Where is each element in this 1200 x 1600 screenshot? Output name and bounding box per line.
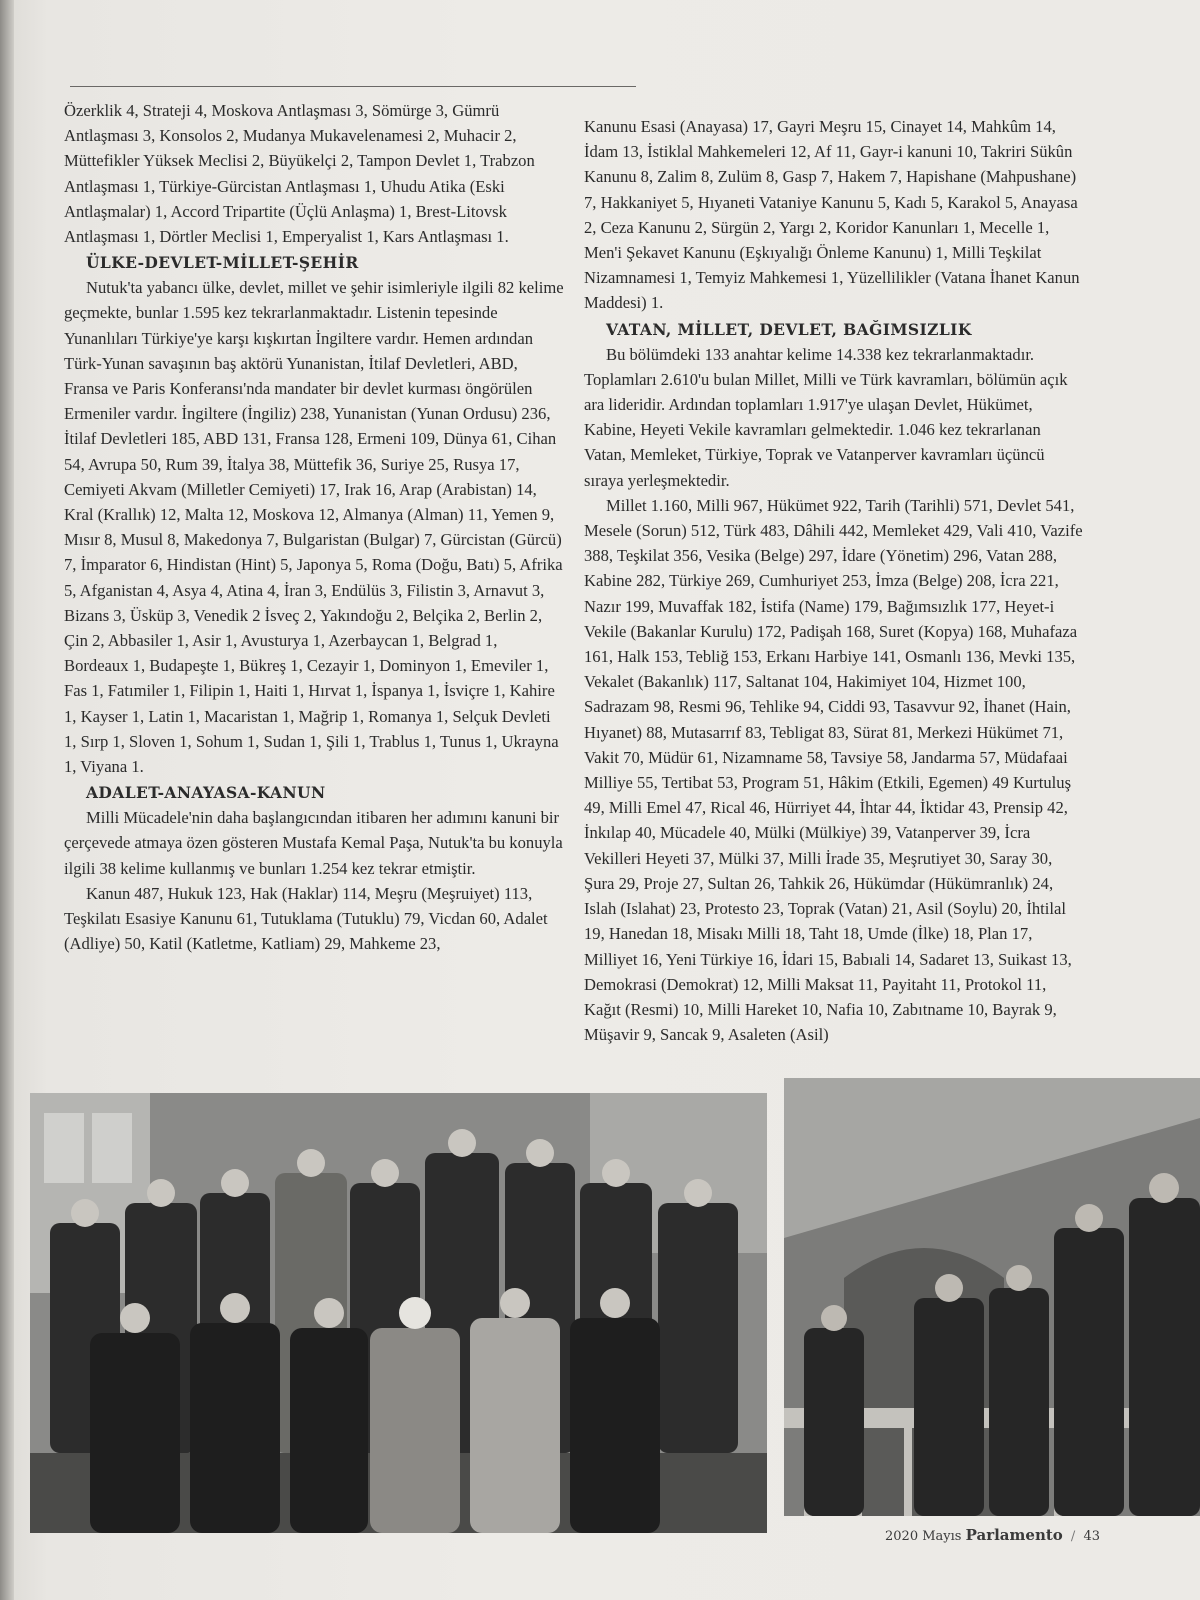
nation-intro-paragraph: Bu bölümdeki 133 anahtar kelime 14.338 kez tekrarlanmaktadır. Toplamları 2.610'u bulan Millet, Milli ve Türk kavramları, bölümün açık ara lideridir. Ardından toplamları 1.917'ye ulaşan Devlet, Hükümet, Kabine, Heyeti Vekile kavramları gelmektedir. 1.046 kez tekrarlanan Vatan, Memleket, Türkiye, Toprak ve Vatanperver kavramları üçüncü sıraya yerleşmektedir. <box>584 344 1068 490</box>
law-intro-paragraph: Milli Mücadele'nin daha başlangıcından itibaren her adımını kanuni bir çerçevede atmaya özen gösteren Mustafa Kemal Paşa, Nutuk'ta bu konuyla ilgili 38 kelime kullanmış ve bunları 1.254 kez tekrar etmiştir. <box>64 808 563 878</box>
section-heading-law: ADALET-ANAYASA-KANUN <box>86 783 326 803</box>
nation-list-paragraph: Millet 1.160, Milli 967, Hükümet 922, Tarih (Tarihli) 571, Devlet 541, Mesele (Sorun) 512, Türk 483, Dâhili 442, Memleket 429, Vali 410, Vazife 388, Teşkilat 356, Vesika (Belge) 297, İdare (Yönetim) 296, Vatan 288, Kabine 282, Türkiye 269, Cumhuriyet 253, İmza (Belge) 208, İcra 221, Nazır 199, Muvaffak 182, İstifa (Name) 179, Bağımsızlık 177, Heyet-i Vekile (Bakanlar Kurulu) 172, Padişah 168, Suret (Kopya) 168, Muhafaza 161, Halk 153, Tebliğ 153, Erkanı Harbiye 141, Osmanlı 136, Mevki 135, Vekalet (Bakanlık) 117, Saltanat 104, Hakimiyet 104, Hizmet 100, Sadrazam 98, Resmi 96, Tehlike 94, Ciddi 93, Tasavvur 92, İhanet (Hain, Hıyanet) 88, Mutasarrıf 83, Tebligat 83, Sürat 81, Merkezi Hükümet 71, Vakit 70, Müdür 61, Nizamname 58, Tavsiye 58, Jandarma 57, Müdafaai Milliye 55, Tertibat 53, Program 51, Hâkim (Etkili, Egemen) 49 Kurtuluş 49, Milli Emel 47, Rical 46, Hürriyet 44, İhtar 44, İktidar 43, Prensip 42, İnkılap 40, Mücadele 40, Mülki (Mülkiye) 39, Vatanperver 39, İcra Vekilleri Heyeti 37, Mülki 37, Milli İrade 35, Meşrutiyet 30, Saray 30, Şura 29, Proje 27, Sultan 26, Tahkik 26, Hükümdar (Hükümranlık) 24, Islah (Islahat) 23, Protesto 23, Toprak (Vatan) 21, Asil (Soylu) 20, İhtilal 19, Hanedan 18, Misakı Milli 18, Taht 18, Umde (İlke) 18, Plan 17, Milliyet 16, Yeni Türkiye 16, İdari 15, Babıali 14, Sadaret 13, Suikast 13, Demokrasi (Demokrat) 12, Milli Maksat 11, Payitaht 11, Protokol 11, Kağıt (Resmi) 10, Milli Hareket 10, Nafia 10, Zabıtname 10, Bayrak 9, Müşavir 9, Sancak 9, Asaleten (Asil) <box>584 495 1083 1045</box>
section-heading-country: ÜLKE-DEVLET-MİLLET-ŞEHİR <box>86 253 359 273</box>
country-paragraph: Nutuk'ta yabancı ülke, devlet, millet ve şehir isimleriyle ilgili 82 kelime geçmekte, bunlar 1.595 kez tekrarlanmaktadır. Listenin tepesinde Yunanlıları Türkiye'ye karşı kışkırtan İngiltere vardır. Hemen ardından Türk-Yunan savaşının baş aktörü Yunanistan, İtilaf Devletleri, ABD, Fransa ve Paris Konferansı'nda mandater bir devlet kurması öngörülen Ermeniler vardır. İngiltere (İngiliz) 238, Yunanistan (Yunan Ordusu) 236, İtilaf Devletleri 185, ABD 131, Fransa 128, Ermeni 109, Dünya 61, Cihan 54, Avrupa 50, Rum 39, İtalya 38, Müttefik 36, Suriye 25, Rusya 17, Cemiyeti Akvam (Milletler Cemiyeti) 17, Irak 16, Arap (Arabistan) 14, Kral (Krallık) 12, Malta 12, Moskova 12, Almanya (Alman) 11, Yemen 9, Mısır 8, Musul 8, Makedonya 7, Bulgaristan (Bulgar) 7, Gürcistan (Gürcü) 7, İmparator 6, Hindistan (Hint) 5, Japonya 5, Roma (Doğu, Batı) 5, Afrika 5, Afganistan 4, Asya 4, Atina 4, İran 3, Endülüs 3, Filistin 3, Arnavut 3, Bizans 3, Üsküp 3, Venedik 2 İsveç 2, Yakındoğu 2, Belçika 2, Berlin 2, Çin 2, Abbasiler 1, Asir 1, Avusturya 1, Azerbaycan 1, Belgrad 1, Bordeaux 1, Budapeşte 1, Bükreş 1, Cezayir 1, Dominyon 1, Emeviler 1, Fas 1, Fatımiler 1, Filipin 1, Haiti 1, Hırvat 1, İspanya 1, İsviçre 1, Kahire 1, Kayser 1, Latin 1, Macaristan 1, Mağrip 1, Romanya 1, Selçuk Devleti 1, Sırp 1, Sloven 1, Sohum 1, Sudan 1, Şili 1, Trablus 1, Tunus 1, Ukrayna 1, Viyana 1. <box>64 278 564 777</box>
law-list-paragraph: Kanun 487, Hukuk 123, Hak (Haklar) 114, Meşru (Meşruiyet) 113, Teşkilatı Esasiye Kanunu 61, Tutuklama (Tutuklu) 79, Vicdan 60, Adalet (Adliye) 50, Katil (Katletme, Katliam) 29, Mahkeme 23, <box>64 883 548 954</box>
page-footer <box>880 1526 1100 1544</box>
section-heading-nation: VATAN, MİLLET, DEVLET, BAĞIMSIZLIK <box>606 319 972 339</box>
footer-separator: / <box>1070 1529 1076 1544</box>
group-photo <box>30 1093 767 1533</box>
group-photo-illustration <box>30 1093 767 1533</box>
law-list-continuation: Kanunu Esasi (Anayasa) 17, Gayri Meşru 15, Cinayet 14, Mahkûm 14, İdam 13, İstiklal Mahkemeleri 12, Af 11, Gayr-i kanuni 10, Takriri Sükûn Kanunu 8, Zalim 8, Zulüm 8, Gasp 7, Hakem 7, Hapishane (Mahpushane) 7, Hakkaniyet 5, Hıyaneti Vataniye Kanunu 5, Kadı 5, Karakol 5, Anayasa 2, Ceza Kanunu 2, Sürgün 2, Yargı 2, Koridor Kanunları 1, Mecelle 1, Men'i Şekavet Kanunu (Eşkıyalığı Önleme Kanunu) 1, Milli Teşkilat Nizamnamesi 1, Temyiz Mahkemesi 1, Yüzellilikler (Vatana İhanet Kanun Maddesi) 1. <box>584 117 1080 313</box>
page-spine-shadow <box>0 0 14 1600</box>
footer-brand: Parlamento <box>965 1526 1063 1544</box>
page-number: 43 <box>1083 1529 1100 1544</box>
right-column <box>584 114 1086 1047</box>
left-column <box>64 98 564 957</box>
top-rule <box>70 86 636 87</box>
footer-date: 2020 Mayıs <box>885 1529 962 1544</box>
intro-paragraph: Özerklik 4, Strateji 4, Moskova Antlaşması 3, Sömürge 3, Gümrü Antlaşması 3, Konsolos 2, Mudanya Mukavelenamesi 2, Muhacir 2, Müttefikler Yüksek Meclisi 2, Büyükelçi 2, Tampon Devlet 1, Trabzon Antlaşması 1, Türkiye-Gürcistan Antlaşması 1, Uhudu Atika (Eski Antlaşmalar) 1, Accord Tripartite (Üçlü Anlaşma) 1, Brest-Litovsk Antlaşması 1, Dörtler Meclisi 1, Emperyalist 1, Kars Antlaşması 1. <box>64 101 535 247</box>
balcony-photo <box>784 1078 1200 1516</box>
balcony-photo-illustration <box>784 1078 1200 1516</box>
